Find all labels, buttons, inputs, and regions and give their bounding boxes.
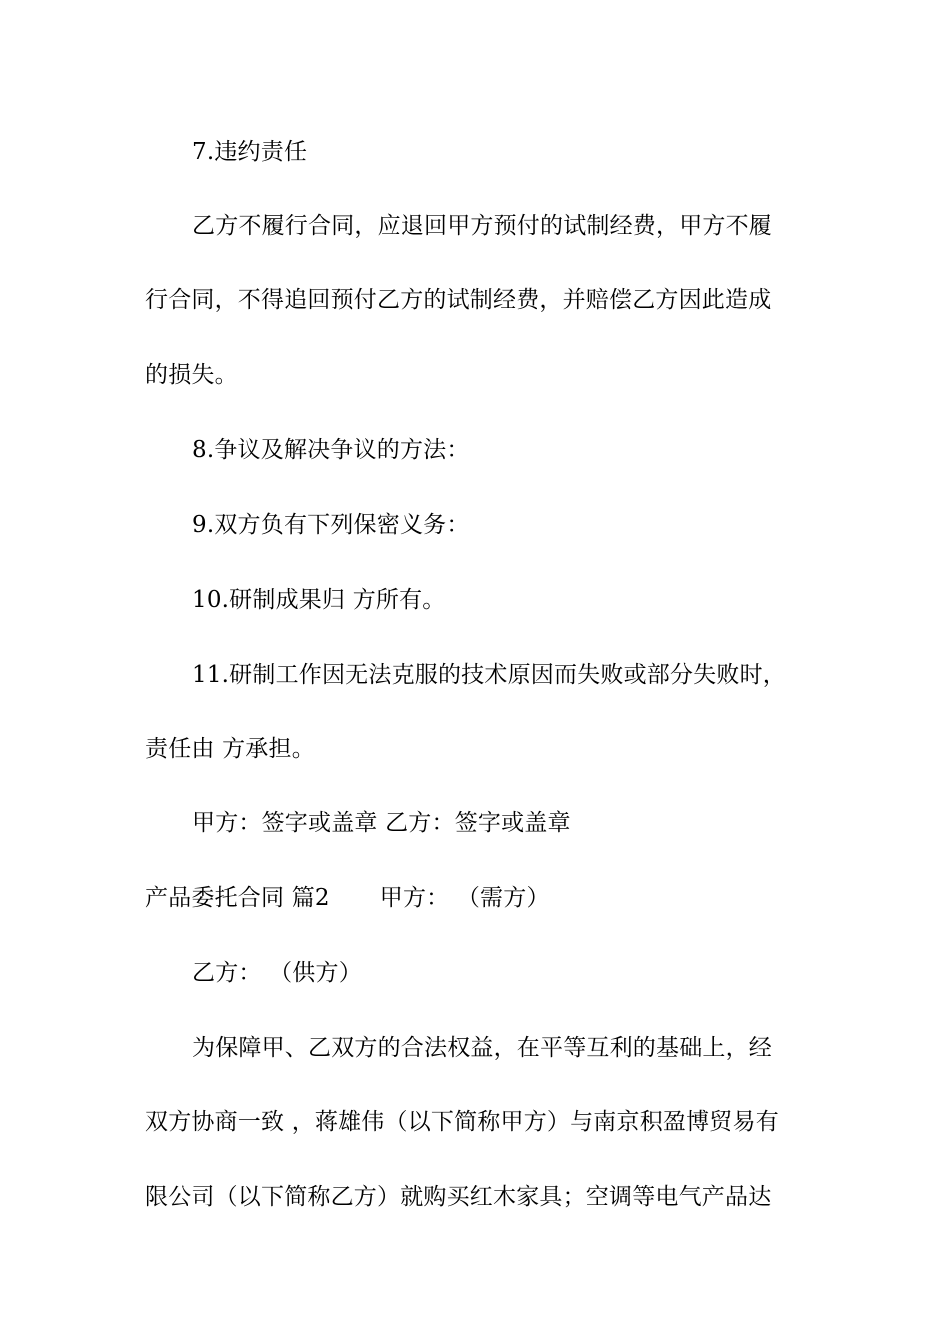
clause-9-heading: 9.双方负有下列保密义务： <box>192 512 470 538</box>
party-a-label: 甲方： （需方） <box>379 885 550 911</box>
contract-title: 产品委托合同 篇2 <box>145 885 330 911</box>
party-b-label: 乙方： （供方） <box>192 960 362 986</box>
paragraph-line: 限公司（以下简称乙方）就购买红木家具；空调等电气产品达 <box>145 1184 772 1210</box>
clause-11-heading: 11.研制工作因无法克服的技术原因而失败或部分失败时， <box>192 662 786 688</box>
clause-7-heading: 7.违约责任 <box>192 139 308 165</box>
signature-line: 甲方：签字或盖章 乙方：签字或盖章 <box>192 810 571 836</box>
paragraph-line: 双方协商一致 ，蒋雄伟（以下简称甲方）与南京积盈博贸易有 <box>145 1109 779 1135</box>
paragraph-line: 乙方不履行合同，应退回甲方预付的试制经费，甲方不履 <box>192 213 772 239</box>
clause-10-heading: 10.研制成果归 方所有。 <box>192 587 446 613</box>
clause-8-heading: 8.争议及解决争议的方法： <box>192 437 470 463</box>
paragraph-line: 行合同，不得追回预付乙方的试制经费，并赔偿乙方因此造成 <box>145 287 772 313</box>
paragraph-line: 为保障甲、乙双方的合法权益，在平等互利的基础上，经 <box>192 1035 772 1061</box>
paragraph-line: 的损失。 <box>145 362 238 388</box>
paragraph-line: 责任由 方承担。 <box>145 736 315 762</box>
contract-title-line <box>145 883 810 913</box>
